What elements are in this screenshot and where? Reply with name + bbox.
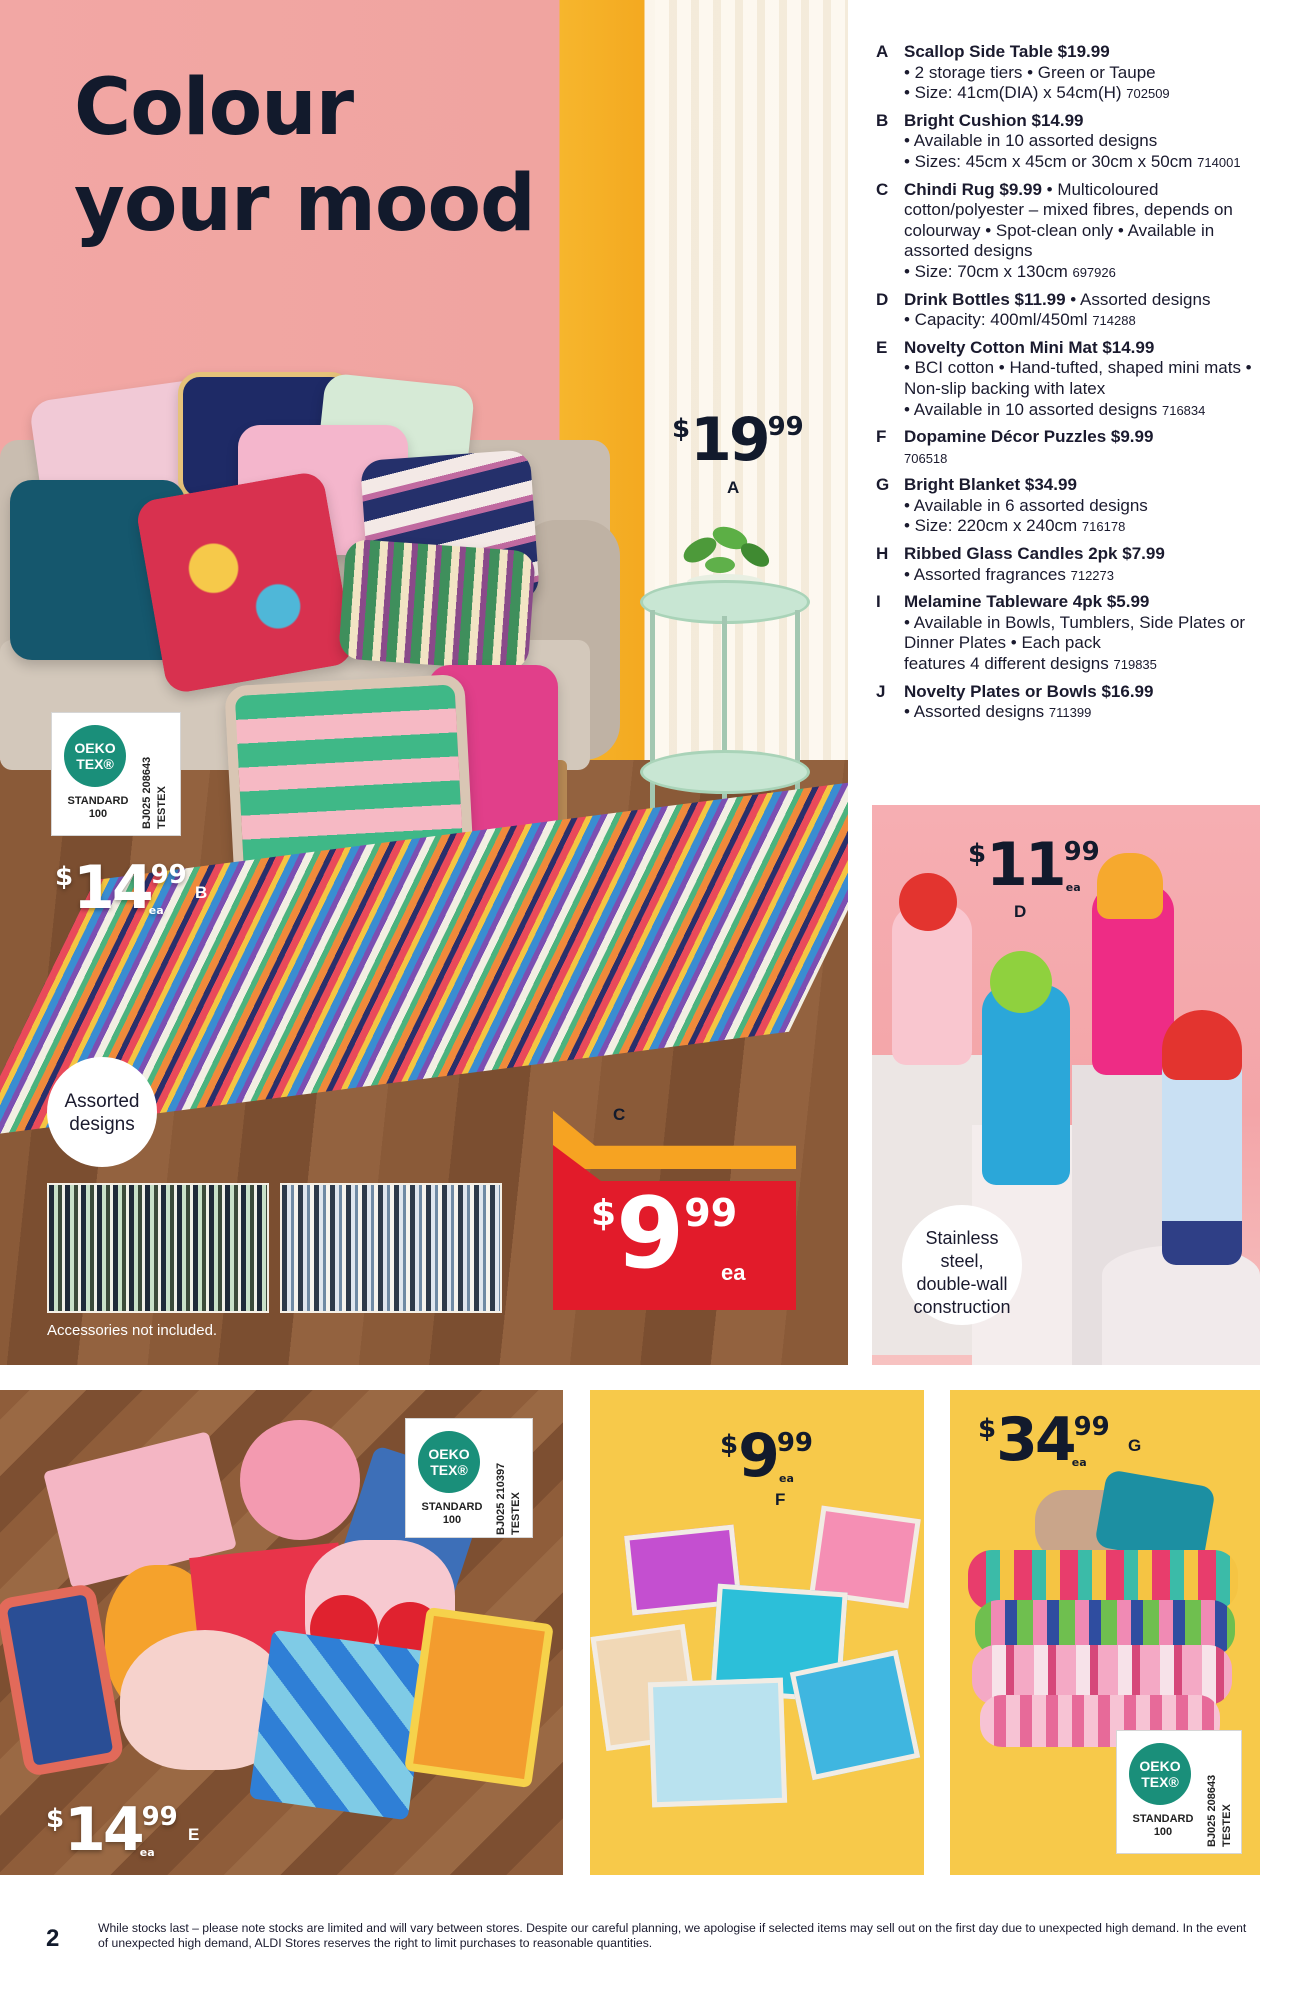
product-name: Dopamine Décor Puzzles $9.99 xyxy=(904,427,1154,447)
price-mini-mats: $1499 ea xyxy=(46,1795,178,1865)
oeko-tex-badge-blanket: OEKO TEX® STANDARD 100 BJ025 208643 TESTEX xyxy=(1116,1730,1242,1854)
price-letter-d: D xyxy=(1014,902,1027,921)
table-bottom-tray xyxy=(640,750,810,794)
mat-sardines xyxy=(0,1583,125,1778)
decor-puzzles-image xyxy=(590,1390,924,1875)
price-tag-rug: C $999 ea xyxy=(553,1105,796,1310)
product-letter: E xyxy=(876,337,888,357)
product-name: Drink Bottles $11.99 xyxy=(904,289,1066,309)
product-name: Melamine Tableware 4pk $5.99 xyxy=(904,592,1150,612)
drink-bottles-image xyxy=(872,805,1260,1365)
assorted-designs-label: Assorted designs xyxy=(47,1057,157,1167)
product-letter: H xyxy=(876,544,889,564)
price-letter-f: F xyxy=(775,1490,786,1509)
product-letter: B xyxy=(876,110,889,130)
product-item xyxy=(876,592,1276,675)
product-item xyxy=(876,111,1276,174)
mat-orange-juice xyxy=(404,1607,554,1788)
product-code: 712273 xyxy=(1070,567,1114,583)
product-detail: • Capacity: 400ml/450ml xyxy=(904,310,1088,330)
product-list xyxy=(876,42,1276,730)
product-name: Ribbed Glass Candles 2pk $7.99 xyxy=(904,544,1165,564)
product-code: 714288 xyxy=(1092,313,1136,329)
product-code: 702509 xyxy=(1126,86,1170,102)
product-code: 714001 xyxy=(1197,154,1241,170)
stainless-steel-label: Stainless steel, double-wall construction xyxy=(902,1205,1022,1325)
product-letter: I xyxy=(876,592,881,612)
oeko-tex-badge-mats: OEKO TEX® STANDARD 100 BJ025 210397 TESTEX xyxy=(405,1418,533,1538)
product-letter: F xyxy=(876,427,887,447)
bottle-blue xyxy=(982,985,1070,1185)
product-name: Scallop Side Table $19.99 xyxy=(904,42,1110,61)
product-name: Novelty Plates or Bowls $16.99 xyxy=(904,681,1154,701)
hero-living-room-image xyxy=(0,0,848,1365)
product-code: 697926 xyxy=(1072,264,1116,280)
price-side-table: $1999 xyxy=(672,405,804,475)
price-drink-bottles: $1199 ea xyxy=(968,830,1100,900)
page-headline xyxy=(74,60,574,252)
cushion-patterned xyxy=(338,539,536,672)
product-detail: • Available in 10 assorted designs xyxy=(904,399,1158,419)
product-item xyxy=(876,42,1276,105)
product-bullet: • Available in 10 assorted designs xyxy=(904,131,1158,151)
oeko-tex-logo-icon: OEKO TEX® xyxy=(1129,1743,1191,1805)
price-letter-e: E xyxy=(188,1825,200,1844)
product-bullet: • Available in 6 assorted designs xyxy=(904,495,1148,515)
product-item xyxy=(876,682,1276,724)
product-detail: • Size: 220cm x 240cm xyxy=(904,516,1078,536)
price-blanket: $3499 ea xyxy=(978,1405,1110,1475)
product-inline-detail: • Multicoloured cotton/polyester – mixed fibres, depends on colourway • Spot-clean only • Available in assorted designs xyxy=(904,179,1233,261)
mat-pink-flower xyxy=(240,1420,360,1540)
product-code: 706518 xyxy=(904,450,948,466)
product-detail: • Assorted designs xyxy=(904,702,1045,722)
product-bullet: • Available in Bowls, Tumblers, Side Plates or Dinner Plates • Each pack xyxy=(904,612,1246,653)
product-code: 719835 xyxy=(1113,657,1157,673)
product-code: 716178 xyxy=(1081,519,1126,535)
oeko-tex-badge-cushion: OEKO TEX® STANDARD 100 BJ025 208643 TESTEX xyxy=(51,712,181,836)
product-code: 711399 xyxy=(1048,705,1092,721)
puzzle-box-cakepops xyxy=(790,1650,920,1780)
mat-blue-pattern xyxy=(249,1630,431,1821)
product-name: Bright Blanket $34.99 xyxy=(904,475,1077,495)
product-name: Chindi Rug $9.99 xyxy=(904,179,1042,199)
product-letter: G xyxy=(876,475,890,495)
product-item xyxy=(876,427,1276,469)
product-letter: A xyxy=(876,42,889,61)
product-item xyxy=(876,180,1276,284)
puzzle-box-tins xyxy=(648,1678,787,1808)
product-item xyxy=(876,475,1276,538)
product-item xyxy=(876,338,1276,421)
footer-disclaimer: While stocks last – please note stocks are limited and will vary between stores. Despite our careful planning, we apologise if selected items may sell out on the first day due to unexpected high demand. In the event of unexpected high demand, ALDI Stores reserves the right to limit purchases to reasonable quantities. xyxy=(98,1921,1247,1950)
product-detail: • Size: 70cm x 130cm xyxy=(904,261,1068,281)
plant-icon xyxy=(670,510,780,590)
product-item xyxy=(876,544,1276,586)
product-letter: C xyxy=(876,179,889,199)
product-detail: • Assorted fragrances xyxy=(904,564,1066,584)
price-letter-b: B xyxy=(195,883,208,902)
price-cushion: $1499 ea xyxy=(55,853,187,923)
novelty-mini-mats-image xyxy=(0,1390,563,1875)
price-letter-g: G xyxy=(1128,1436,1142,1455)
cushion-fluffy-red xyxy=(135,470,356,695)
product-letter: J xyxy=(876,681,886,701)
price-puzzles: $999 ea xyxy=(720,1421,814,1491)
bright-blanket-image xyxy=(950,1390,1260,1875)
product-code: 716834 xyxy=(1161,402,1206,418)
price-letter-c: C xyxy=(613,1105,626,1124)
product-bullet: • 2 storage tiers • Green or Taupe xyxy=(904,62,1156,82)
rug-swatch-blue xyxy=(280,1183,502,1313)
oeko-tex-logo-icon: OEKO TEX® xyxy=(64,725,126,787)
page-number: 2 xyxy=(46,1925,60,1952)
product-inline-detail: • Assorted designs xyxy=(1065,289,1211,309)
product-detail: • Sizes: 45cm x 45cm or 30cm x 50cm xyxy=(904,151,1193,171)
product-name: Novelty Cotton Mini Mat $14.99 xyxy=(904,337,1155,357)
product-letter: D xyxy=(876,289,889,309)
rug-swatch-green xyxy=(47,1183,269,1313)
headline-line-1: Colour xyxy=(74,63,354,153)
product-detail: • Size: 41cm(DIA) x 54cm(H) xyxy=(904,83,1122,103)
price-letter-a: A xyxy=(727,478,740,497)
accessories-note: Accessories not included. xyxy=(47,1322,218,1339)
product-detail: features 4 different designs xyxy=(904,654,1109,674)
product-item xyxy=(876,290,1276,332)
oeko-tex-logo-icon: OEKO TEX® xyxy=(418,1431,480,1493)
headline-line-2: your mood xyxy=(74,159,535,249)
product-name: Bright Cushion $14.99 xyxy=(904,110,1084,130)
product-bullet: • BCI cotton • Hand-tufted, shaped mini mats • Non-slip backing with latex xyxy=(904,358,1252,398)
